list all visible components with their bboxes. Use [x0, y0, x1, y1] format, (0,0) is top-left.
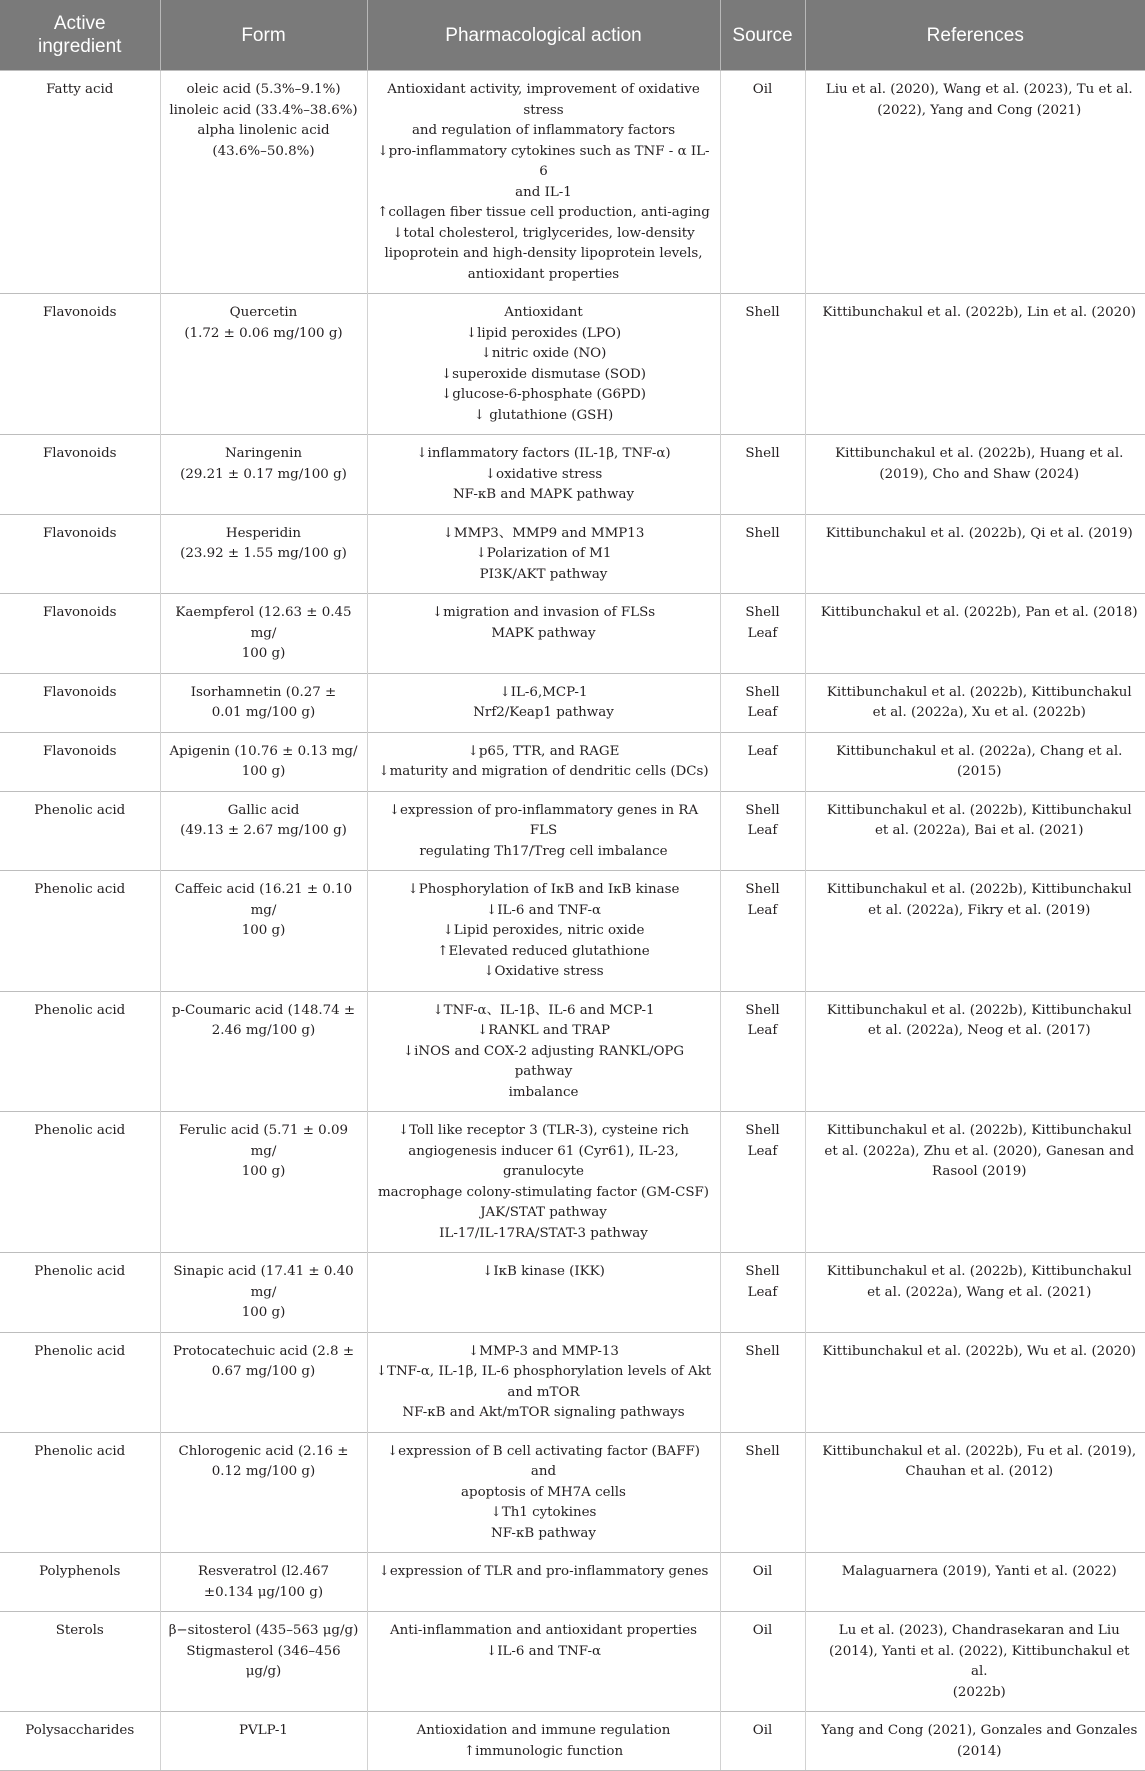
cell-source: Oil: [720, 1612, 805, 1712]
cell-source: Oil: [720, 1553, 805, 1612]
cell-active-ingredient: Flavonoids: [0, 514, 160, 594]
cell-pharmacological-action: ↓inflammatory factors (IL-1β, TNF-α) ↓oxidative stress NF-κB and MAPK pathway: [367, 435, 720, 515]
cell-active-ingredient: Flavonoids: [0, 732, 160, 791]
cell-form: Gallic acid (49.13 ± 2.67 mg/100 g): [160, 791, 367, 871]
table-row: [0, 1553, 1145, 1612]
cell-source: Leaf: [720, 732, 805, 791]
cell-active-ingredient: Sterols: [0, 1612, 160, 1712]
cell-active-ingredient: Phenolic acid: [0, 1253, 160, 1333]
cell-form: oleic acid (5.3%–9.1%) linoleic acid (33.4%–38.6%) alpha linolenic acid (43.6%–50.8%): [160, 71, 367, 294]
cell-pharmacological-action: ↓expression of pro-inflammatory genes in RA FLS regulating Th17/Treg cell imbalance: [367, 791, 720, 871]
table-row: [0, 71, 1145, 294]
cell-form: β−sitosterol (435–563 μg/g) Stigmasterol (346–456 μg/g): [160, 1612, 367, 1712]
cell-references: Liu et al. (2020), Wang et al. (2023), Tu et al. (2022), Yang and Cong (2021): [805, 71, 1145, 294]
table-row: [0, 1612, 1145, 1712]
cell-form: PVLP-1: [160, 1712, 367, 1771]
cell-source: Oil: [720, 71, 805, 294]
table-row: [0, 1253, 1145, 1333]
cell-source: Shell: [720, 294, 805, 435]
cell-references: Kittibunchakul et al. (2022b), Kittibunchakul et al. (2022a), Xu et al. (2022b): [805, 673, 1145, 732]
cell-source: Shell Leaf: [720, 1253, 805, 1333]
cell-active-ingredient: Flavonoids: [0, 435, 160, 515]
cell-source: Shell Leaf: [720, 1112, 805, 1253]
header-references: References: [805, 0, 1145, 71]
cell-form: Protocatechuic acid (2.8 ± 0.67 mg/100 g): [160, 1332, 367, 1432]
cell-source: Shell: [720, 1432, 805, 1553]
cell-pharmacological-action: ↓expression of B cell activating factor (BAFF) and apoptosis of MH7A cells ↓Th1 cytokines NF-κB pathway: [367, 1432, 720, 1553]
table-row: [0, 1432, 1145, 1553]
cell-form: Caffeic acid (16.21 ± 0.10 mg/ 100 g): [160, 871, 367, 992]
cell-source: Shell: [720, 435, 805, 515]
header-pharmacological-action: Pharmacological action: [367, 0, 720, 71]
cell-pharmacological-action: Antioxidant ↓lipid peroxides (LPO) ↓nitric oxide (NO) ↓superoxide dismutase (SOD) ↓glucose-6-phosphate (G6PD) ↓ glutathione (GSH): [367, 294, 720, 435]
table-row: [0, 991, 1145, 1112]
table-body: [0, 71, 1145, 1771]
table-row: [0, 294, 1145, 435]
cell-active-ingredient: Polysaccharides: [0, 1712, 160, 1771]
cell-form: Ferulic acid (5.71 ± 0.09 mg/ 100 g): [160, 1112, 367, 1253]
cell-form: Naringenin (29.21 ± 0.17 mg/100 g): [160, 435, 367, 515]
table-row: [0, 514, 1145, 594]
cell-active-ingredient: Phenolic acid: [0, 1112, 160, 1253]
cell-source: Shell: [720, 1332, 805, 1432]
table-row: [0, 732, 1145, 791]
cell-source: Shell: [720, 514, 805, 594]
header-active-ingredient: Active ingredient: [0, 0, 160, 71]
cell-pharmacological-action: ↓p65, TTR, and RAGE ↓maturity and migration of dendritic cells (DCs): [367, 732, 720, 791]
cell-form: Hesperidin (23.92 ± 1.55 mg/100 g): [160, 514, 367, 594]
cell-pharmacological-action: ↓TNF-α、IL-1β、IL-6 and MCP-1 ↓RANKL and TRAP ↓iNOS and COX-2 adjusting RANKL/OPG pathway imbalance: [367, 991, 720, 1112]
table-row: [0, 594, 1145, 674]
cell-pharmacological-action: ↓IκB kinase (IKK): [367, 1253, 720, 1333]
cell-form: Kaempferol (12.63 ± 0.45 mg/ 100 g): [160, 594, 367, 674]
cell-pharmacological-action: ↓MMP3、MMP9 and MMP13 ↓Polarization of M1 PI3K/AKT pathway: [367, 514, 720, 594]
cell-references: Kittibunchakul et al. (2022b), Kittibunchakul et al. (2022a), Bai et al. (2021): [805, 791, 1145, 871]
cell-references: Malaguarnera (2019), Yanti et al. (2022): [805, 1553, 1145, 1612]
cell-pharmacological-action: ↓Toll like receptor 3 (TLR-3), cysteine rich angiogenesis inducer 61 (Cyr61), IL-23, granulocyte macrophage colony-stimulating factor (GM-CSF) JAK/STAT pathway IL-17/IL-17RA/STAT-3 pathway: [367, 1112, 720, 1253]
table-row: [0, 1112, 1145, 1253]
cell-active-ingredient: Phenolic acid: [0, 791, 160, 871]
table-row: [0, 435, 1145, 515]
cell-references: Kittibunchakul et al. (2022b), Kittibunchakul et al. (2022a), Fikry et al. (2019): [805, 871, 1145, 992]
table-row: [0, 673, 1145, 732]
cell-references: Kittibunchakul et al. (2022b), Wu et al. (2020): [805, 1332, 1145, 1432]
cell-source: Shell Leaf: [720, 871, 805, 992]
cell-pharmacological-action: ↓Phosphorylation of IκB and IκB kinase ↓IL-6 and TNF-α ↓Lipid peroxides, nitric oxide ↑Elevated reduced glutathione ↓Oxidative stress: [367, 871, 720, 992]
cell-references: Kittibunchakul et al. (2022b), Fu et al. (2019), Chauhan et al. (2012): [805, 1432, 1145, 1553]
cell-references: Yang and Cong (2021), Gonzales and Gonzales (2014): [805, 1712, 1145, 1771]
cell-references: Kittibunchakul et al. (2022b), Kittibunchakul et al. (2022a), Wang et al. (2021): [805, 1253, 1145, 1333]
cell-active-ingredient: Flavonoids: [0, 594, 160, 674]
cell-pharmacological-action: ↓migration and invasion of FLSs MAPK pathway: [367, 594, 720, 674]
cell-references: Kittibunchakul et al. (2022b), Kittibunchakul et al. (2022a), Zhu et al. (2020), Ganesan and Rasool (2019): [805, 1112, 1145, 1253]
cell-active-ingredient: Phenolic acid: [0, 1432, 160, 1553]
cell-references: Kittibunchakul et al. (2022b), Lin et al. (2020): [805, 294, 1145, 435]
cell-form: Sinapic acid (17.41 ± 0.40 mg/ 100 g): [160, 1253, 367, 1333]
cell-active-ingredient: Phenolic acid: [0, 871, 160, 992]
cell-active-ingredient: Phenolic acid: [0, 1332, 160, 1432]
cell-references: Kittibunchakul et al. (2022b), Qi et al. (2019): [805, 514, 1145, 594]
cell-form: Quercetin (1.72 ± 0.06 mg/100 g): [160, 294, 367, 435]
cell-pharmacological-action: Antioxidation and immune regulation ↑immunologic function: [367, 1712, 720, 1771]
cell-active-ingredient: Fatty acid: [0, 71, 160, 294]
cell-pharmacological-action: Anti-inflammation and antioxidant properties ↓IL-6 and TNF-α: [367, 1612, 720, 1712]
cell-source: Shell Leaf: [720, 991, 805, 1112]
cell-source: Shell Leaf: [720, 673, 805, 732]
cell-references: Lu et al. (2023), Chandrasekaran and Liu (2014), Yanti et al. (2022), Kittibunchakul et al. (2022b): [805, 1612, 1145, 1712]
cell-form: Apigenin (10.76 ± 0.13 mg/ 100 g): [160, 732, 367, 791]
cell-references: Kittibunchakul et al. (2022b), Pan et al. (2018): [805, 594, 1145, 674]
cell-pharmacological-action: ↓expression of TLR and pro-inflammatory genes: [367, 1553, 720, 1612]
cell-references: Kittibunchakul et al. (2022a), Chang et al. (2015): [805, 732, 1145, 791]
cell-form: p-Coumaric acid (148.74 ± 2.46 mg/100 g): [160, 991, 367, 1112]
header-row: [0, 0, 1145, 71]
cell-references: Kittibunchakul et al. (2022b), Kittibunchakul et al. (2022a), Neog et al. (2017): [805, 991, 1145, 1112]
cell-source: Shell Leaf: [720, 594, 805, 674]
cell-references: Kittibunchakul et al. (2022b), Huang et al. (2019), Cho and Shaw (2024): [805, 435, 1145, 515]
header-source: Source: [720, 0, 805, 71]
header-form: Form: [160, 0, 367, 71]
cell-form: Isorhamnetin (0.27 ± 0.01 mg/100 g): [160, 673, 367, 732]
cell-active-ingredient: Flavonoids: [0, 294, 160, 435]
table-row: [0, 791, 1145, 871]
table-row: [0, 1712, 1145, 1771]
cell-source: Shell Leaf: [720, 791, 805, 871]
cell-form: Chlorogenic acid (2.16 ± 0.12 mg/100 g): [160, 1432, 367, 1553]
table-header: [0, 0, 1145, 71]
cell-active-ingredient: Phenolic acid: [0, 991, 160, 1112]
cell-pharmacological-action: ↓IL-6,MCP-1 Nrf2/Keap1 pathway: [367, 673, 720, 732]
cell-pharmacological-action: Antioxidant activity, improvement of oxidative stress and regulation of inflammatory factors ↓pro-inflammatory cytokines such as TNF - α IL-6 and IL-1 ↑collagen fiber tissue cell production, anti-aging ↓total cholesterol, triglycerides, low-density lipoprotein and high-density lipoprotein levels, antioxidant properties: [367, 71, 720, 294]
cell-active-ingredient: Flavonoids: [0, 673, 160, 732]
cell-source: Oil: [720, 1712, 805, 1771]
table-row: [0, 871, 1145, 992]
cell-active-ingredient: Polyphenols: [0, 1553, 160, 1612]
cell-pharmacological-action: ↓MMP-3 and MMP-13 ↓TNF-α, IL-1β, IL-6 phosphorylation levels of Akt and mTOR NF-κB and Akt/mTOR signaling pathways: [367, 1332, 720, 1432]
cell-form: Resveratrol (l2.467 ±0.134 μg/100 g): [160, 1553, 367, 1612]
table-row: [0, 1332, 1145, 1432]
